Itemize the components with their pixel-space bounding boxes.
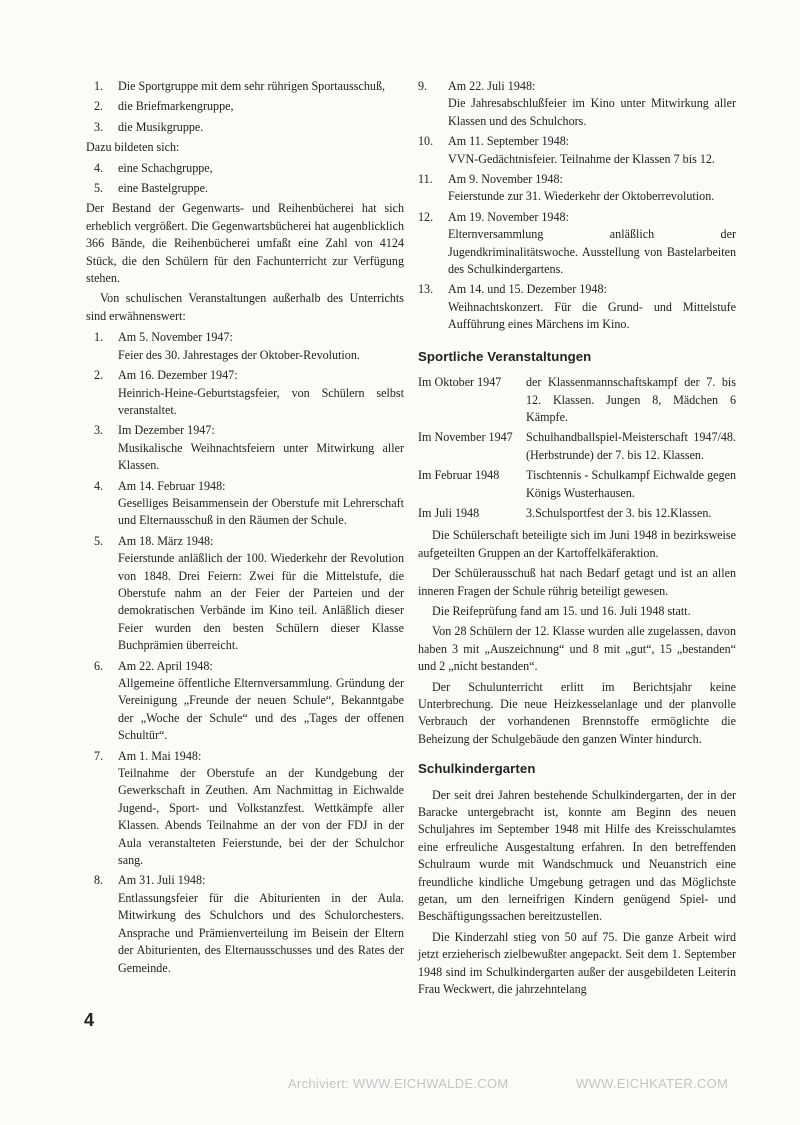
list-number: 1.	[94, 79, 104, 93]
event-number: 8.	[94, 873, 104, 888]
list-text: eine Bastelgruppe.	[118, 181, 209, 196]
event-number: 11.	[418, 172, 433, 187]
sport-date: Im Juli 1948	[418, 505, 480, 520]
event-date: Am 16. Dezember 1947:	[118, 368, 238, 383]
event-date: Am 1. Mai 1948:	[118, 748, 202, 763]
table-row	[418, 374, 736, 429]
event-text: Feier des 30. Jahrestages der Oktober-Revolution.	[118, 347, 360, 362]
event-text: Allgemeine öffentliche Elternversammlung. Gründung der Vereinigung „Freunde der neuen Schule“, Bekanntgabe der „Woche der Schule“ und des „Tages der offenen Schultür“.	[118, 676, 404, 743]
event-text: Weihnachtskonzert. Für die Grund- und Mittelstufe Aufführung eines Märchens im Kino.	[448, 299, 736, 332]
list-text: eine Schachgruppe,	[118, 160, 213, 175]
events-intro: Von schulischen Veranstaltungen außerhalb des Unterrichts sind erwähnenswert:	[86, 291, 404, 323]
event-date: Am 14. Februar 1948:	[118, 478, 226, 493]
event-number: 6.	[94, 658, 104, 673]
event-text: Die Jahresabschlußfeier im Kino unter Mitwirkung aller Klassen und des Schulchors.	[448, 96, 736, 128]
event-date: Am 31. Juli 1948:	[118, 873, 206, 888]
event-item	[86, 329, 404, 364]
event-date: Am 18. März 1948:	[118, 533, 214, 548]
event-text: Entlassungsfeier für die Abiturienten in der Aula. Mitwirkung des Schulchors und des Schulorchesters. Ansprache und Prämienverteilung im Beisein der Eltern der Abiturienten, des Elternausschusses und des Rates der Gemeinde.	[118, 890, 404, 975]
table-row	[418, 505, 736, 525]
event-text: Geselliges Beisammensein der Oberstufe mit Lehrerschaft und Elternausschuß in den Räumen der Schule.	[118, 495, 404, 528]
event-number: 1.	[94, 330, 104, 345]
sport-text: Tischtennis - Schulkampf Eichwalde gegen Königs Wusterhausen.	[526, 468, 736, 500]
event-date: Am 5. November 1947:	[118, 330, 233, 345]
event-number: 2.	[94, 368, 104, 383]
paragraph: Der seit drei Jahren bestehende Schulkindergarten, der in der Baracke untergebracht ist, konnte am Beginn des neuen Schuljahres im September 1948 mit Hilfe des Kreisschulamtes eine erfreuliche Ausgestaltung erfahren. In den betreffenden Schulraum wurde mit Wandschmuck und Neuanstrich eine freundliche kindliche Umgebung getragen und das Möglichste getan, um den lerneifrigen Kindern genügend Spiel- und Beschäftigungssachen bereitzustellen.	[418, 787, 736, 924]
list-item	[86, 78, 404, 95]
event-number: 10.	[418, 134, 434, 149]
sport-text: der Klassenmannschaftskampf der 7. bis 12. Klassen. Jungen 8, Mädchen 6 Kämpfe.	[526, 375, 736, 424]
list-text: die Musikgruppe.	[118, 119, 204, 134]
paragraph: Von 28 Schülern der 12. Klasse wurden alle zugelassen, davon haben 3 mit „Auszeichnung“ und 8 mit „gut“, 15 „bestanden“ und 2 „nicht bestanden“.	[418, 624, 736, 674]
paragraph: Die Kinderzahl stieg von 50 auf 75. Die ganze Arbeit wird jetzt erzieherisch zielbewußter angepackt. Seit dem 1. September 1948 sind im Schulkindergarten außer der ausgebildeten Leiterin Frau Weckwert, die jahrzehntelang	[418, 929, 736, 997]
paragraph: Der Schulunterricht erlitt im Berichtsjahr keine Unterbrechung. Die neue Heizkesselanlage und der planvolle Verbrauch der vorhandenen Brennstoffe ermöglichte die Beheizung der Schulgebäude den ganzen Winter hindurch.	[418, 679, 736, 746]
list-item	[86, 180, 404, 197]
event-item	[86, 658, 404, 745]
event-item	[86, 872, 404, 976]
event-text: VVN-Gedächtnisfeier. Teilnahme der Klassen 7 bis 12.	[448, 151, 715, 166]
event-date: Am 22. Juli 1948:	[448, 79, 536, 93]
event-item	[418, 133, 736, 168]
page-number: 4	[84, 1010, 95, 1030]
paragraph: Der Schülerausschuß hat nach Bedarf getagt und ist an allen inneren Fragen der Schule rührig beteiligt gewesen.	[418, 566, 736, 598]
sport-text: 3.Schulsportfest der 3. bis 12.Klassen.	[526, 505, 712, 520]
table-row	[418, 467, 736, 505]
event-item	[418, 78, 736, 130]
event-date: Am 14. und 15. Dezember 1948:	[448, 282, 607, 297]
event-item	[418, 281, 736, 333]
event-number: 13.	[418, 282, 434, 297]
event-date: Am 11. September 1948:	[448, 134, 570, 149]
event-number: 3.	[94, 423, 104, 438]
left-column	[86, 78, 404, 980]
watermark-right: WWW.EICHKATER.COM	[576, 1076, 729, 1091]
event-date: Am 9. November 1948:	[448, 172, 563, 187]
event-text: Elternversammlung anläßlich der Jugendkriminalitätswoche. Ausstellung von Bastelarbeiten des Schulkindergartens.	[448, 227, 736, 277]
list-text: Die Sportgruppe mit dem sehr rührigen Sportausschuß,	[118, 79, 386, 93]
event-item	[86, 478, 404, 530]
list-text: die Briefmarkengruppe,	[118, 99, 234, 114]
paragraph: Die Schülerschaft beteiligte sich im Juni 1948 in bezirksweise aufgeteilten Gruppen an der Kartoffelkäferaktion.	[418, 528, 736, 560]
event-item	[418, 171, 736, 206]
sport-events-table	[418, 374, 736, 525]
event-number: 9.	[418, 79, 428, 93]
event-item	[418, 209, 736, 279]
event-number: 4.	[94, 478, 104, 493]
list-number: 5.	[94, 181, 104, 196]
event-text: Heinrich-Heine-Geburtstagsfeier, von Schülern selbst veranstaltet.	[118, 385, 404, 417]
event-item	[86, 533, 404, 655]
list-number: 4.	[94, 160, 104, 175]
list-item	[86, 98, 404, 115]
list-item	[86, 119, 404, 136]
event-number: 12.	[418, 209, 434, 224]
event-text: Teilnahme der Oberstufe an der Kundgebung der Gewerkschaft in Zeuthen. Am Nachmittag in Eichwalde Jugend-, Sport- und Volkstanzfest. Wettkämpfe aller Klassen. Abends Teilnahme an der von der FDJ in der Aula veranstalteten Feierstunde, bei der der Schulchor sang.	[118, 766, 404, 868]
event-number: 7.	[94, 748, 104, 763]
sport-date: Im Oktober 1947	[418, 375, 502, 390]
kindergarten-heading: Schulkindergarten	[418, 761, 536, 777]
paragraph: Die Reifeprüfung fand am 15. und 16. Juli 1948 statt.	[432, 603, 691, 618]
watermark-left: Archiviert: WWW.EICHWALDE.COM	[288, 1076, 509, 1091]
table-row	[418, 429, 736, 467]
list-item	[86, 160, 404, 177]
sport-heading: Sportliche Veranstaltungen	[418, 348, 592, 364]
list-number: 2.	[94, 99, 104, 114]
event-text: Feierstunde zur 31. Wiederkehr der Oktoberrevolution.	[448, 189, 715, 204]
event-text: Feierstunde anläßlich der 100. Wiederkehr der Revolution von 1848. Drei Feiern: Zwei für die Mittelstufe, die Oberstufe nahm an der Feier der Parteien und der demokratischen Verbände im Kino teil. Anläßlich dieser Feier wurden den besten Schülern dieser Klasse Buchprämien überreicht.	[118, 551, 404, 653]
event-text: Musikalische Weihnachtsfeiern unter Mitwirkung aller Klassen.	[118, 440, 404, 473]
sport-text: Schulhandballspiel-Meisterschaft 1947/48. (Herbstrunde) der 7. bis 12. Klassen.	[526, 430, 736, 462]
event-date: Im Dezember 1947:	[118, 423, 215, 438]
sport-date: Im Februar 1948	[418, 468, 500, 483]
event-item	[86, 422, 404, 474]
event-date: Am 19. November 1948:	[448, 209, 569, 224]
event-item	[86, 367, 404, 419]
library-paragraph: Der Bestand der Gegenwarts- und Reihenbücherei hat sich erheblich vergrößert. Die Gegenwartsbücherei hat augenblicklich 366 Bände, die Reihenbücherei umfaßt eine Zahl von 4124 Stück, die den Schülern für den Fachunterricht zur Verfügung stehen.	[86, 201, 404, 286]
event-date: Am 22. April 1948:	[118, 658, 213, 673]
event-item	[86, 748, 404, 870]
list-number: 3.	[94, 119, 104, 134]
event-number: 5.	[94, 533, 104, 548]
right-column	[418, 78, 736, 1002]
sport-date: Im November 1947	[418, 430, 513, 445]
groups-intro: Dazu bildeten sich:	[86, 140, 180, 155]
